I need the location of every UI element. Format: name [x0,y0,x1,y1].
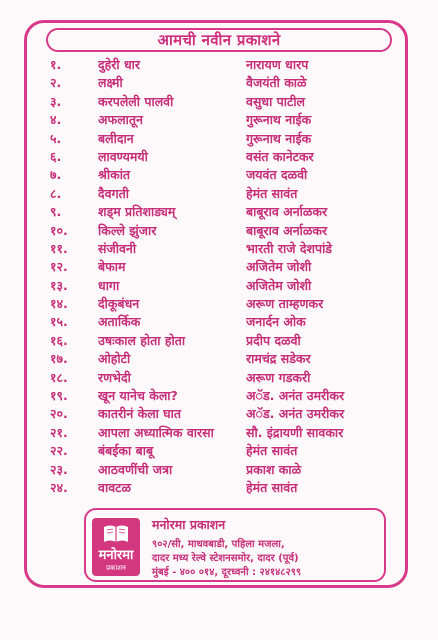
book-number: ११. [50,240,68,256]
list-item [32,442,402,460]
list-item [32,461,402,479]
book-title: रणभेदी [98,369,131,385]
list-item [32,295,402,313]
list-item [32,350,402,368]
book-title: ओहोटी [98,351,131,367]
book-title: खून यानेच केला? [98,388,178,404]
book-title: अतार्किक [98,314,141,330]
book-title: बलीदान [98,130,134,146]
book-number: १३. [50,277,68,293]
book-title: श्रीकांत [98,167,131,183]
book-author: अॅड. अनंत उमरीकर [246,388,345,404]
book-author: सौ. इंद्रायणी सावकार [246,424,344,440]
book-title: धागा [98,277,120,293]
book-number: ८. [50,185,62,201]
list-item [32,56,402,74]
book-title: दैवगती [98,185,129,201]
book-author: हेमंत सावंत [246,185,298,201]
book-number: १७. [50,351,68,367]
list-item [32,313,402,331]
book-author: जयवंत दळवी [246,167,308,183]
publisher-address-line-1: ९०२/सी, माधवबाडी, पहिला मजला, [152,539,285,550]
book-number: ३. [50,93,62,109]
publisher-address-line-2: दादर मध्य रेल्वे स्टेशनसमोर, दादर (पूर्व) [152,553,299,564]
heading-box [46,28,392,52]
list-item [32,148,402,166]
list-item [32,277,402,295]
book-title: बंबईका बाबू [98,443,154,459]
book-author: बाबूराव अर्नाळकर [246,222,328,238]
book-author: अजितेम जोशी [246,277,312,293]
publisher-address-line-3: मुंबई - ४०० ०१४, दूरध्वनी : २४१४८२९९ [152,567,302,578]
list-item [32,93,402,111]
book-title: करपलेली पालवी [98,93,174,109]
list-item [32,166,402,184]
book-title: वावटळ [98,479,131,495]
book-number: २३. [50,461,68,477]
book-icon [103,524,129,544]
book-author: वसुधा पाटील [246,93,306,109]
page-title: आमची नवीन प्रकाशने [157,31,281,49]
publisher-logo [92,518,140,576]
book-title: लक्ष्मी [98,75,123,91]
list-item [32,405,402,423]
list-item [32,332,402,350]
book-title: बेफाम [98,259,126,275]
book-author: वसंत कानेटकर [246,148,314,164]
list-item [32,222,402,240]
book-number: १५. [50,314,68,330]
book-number: २२. [50,443,68,459]
book-title: आपला अध्यात्मिक वारसा [98,424,214,440]
book-number: ५. [50,130,62,146]
book-number: २. [50,75,62,91]
book-number: ९. [50,204,62,220]
book-number: ४. [50,112,62,128]
list-item [32,185,402,203]
book-author: वैजयंती काळे [246,75,307,91]
book-author: गुरूनाथ नाईक [246,130,312,146]
book-author: अॅड. अनंत उमरीकर [246,406,345,422]
publisher-box [84,508,386,582]
book-author: गुरूनाथ नाईक [246,112,312,128]
list-item [32,111,402,129]
book-number: १९. [50,388,68,404]
book-number: १४. [50,296,68,312]
book-author: प्रकाश काळे [246,461,302,477]
book-author: हेमंत सावंत [246,443,298,459]
book-title: उषःकाल होता होता [98,332,186,348]
book-title: लावण्यमयी [98,148,148,164]
book-title: कातरीनं केला घात [98,406,182,422]
book-author: नारायण धारप [246,57,309,72]
book-title: दीकूबंधन [98,296,140,312]
list-item [32,387,402,405]
book-number: १. [50,57,62,72]
book-author: अजितेम जोशी [246,259,312,275]
book-title: संजीवनी [98,240,137,256]
book-number: १२. [50,259,68,275]
book-author: भारती राजे देशपांडे [246,240,332,256]
book-number: १६. [50,332,68,348]
list-item [32,424,402,442]
book-list [32,56,402,497]
book-author: अरूण गडकरी [246,369,311,385]
list-item [32,369,402,387]
list-item [32,479,402,497]
book-number: १८. [50,369,68,385]
logo-subtext: प्रकाशन [106,564,126,572]
book-title: शड्म प्रतिशाड्यम् [98,204,176,220]
book-number: ६. [50,148,62,164]
book-title: किल्ले झुंजार [98,222,157,238]
book-title: दुहेरी धार [98,57,141,72]
list-item [32,203,402,221]
book-author: अरूण ताम्हणकर [246,296,324,312]
book-author: रामचंद्र सडेकर [246,351,311,367]
book-number: २४. [50,479,68,495]
book-title: आठवणींची जत्रा [98,461,173,477]
logo-text: मनोरमा [98,548,134,563]
publisher-name: मनोरमा प्रकाशन [152,517,226,532]
book-author: बाबूराव अर्नाळकर [246,204,328,220]
book-number: १०. [50,222,68,238]
book-author: जनार्दन ओक [246,314,306,330]
list-item [32,258,402,276]
book-title: अफलातून [98,112,143,128]
list-item [32,130,402,148]
book-author: प्रदीप दळवी [246,332,301,348]
book-author: हेमंत सावंत [246,479,298,495]
list-item [32,74,402,92]
book-number: २१. [50,424,68,440]
book-number: २०. [50,406,68,422]
book-number: ७. [50,167,62,183]
list-item [32,240,402,258]
